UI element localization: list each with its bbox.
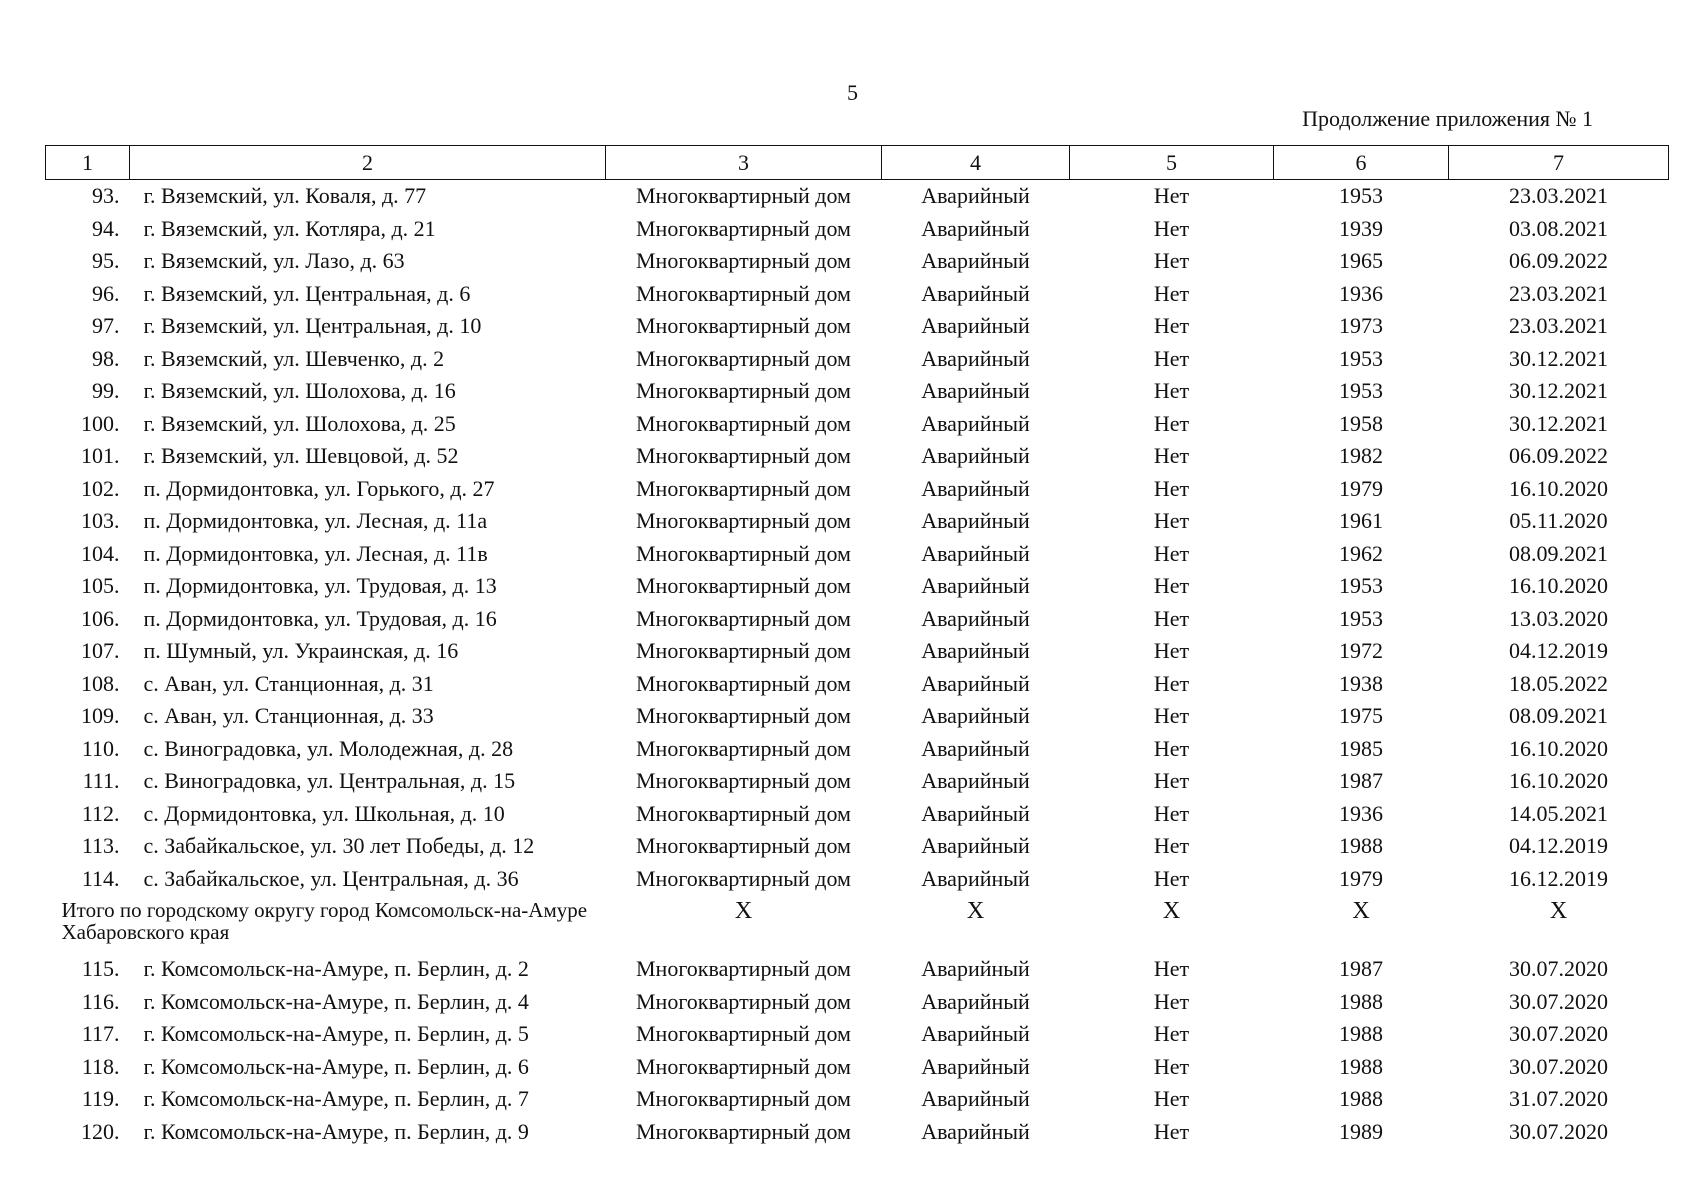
building-type-cell: Многоквартирный дом [636,475,851,501]
emergency-cell: Нет [1153,1053,1190,1079]
emergency-cell: Нет [1153,638,1190,663]
row-number: 99. [92,378,120,403]
building-type-cell: Многоквартирный дом [636,703,851,728]
table-row [46,375,1669,408]
address-cell: г. Комсомольск-на-Амуре, п. Берлин, д. 2 [143,956,529,981]
row-number: 110. [81,735,120,761]
building-type-cell: Многоквартирный дом [636,833,851,858]
date-cell: 18.05.2022 [1509,670,1608,696]
condition-cell: Аварийный [921,183,1030,208]
emergency-cell: Нет [1153,280,1190,306]
condition-cell: Аварийный [921,215,1030,241]
table-row [46,700,1669,733]
address-cell: п. Дормидонтовка, ул. Трудовая, д. 13 [143,573,497,598]
column-header-1: 1 [46,146,130,180]
date-cell: 23.03.2021 [1509,280,1608,306]
table-row [46,1018,1669,1051]
year-cell: 1962 [1339,540,1383,566]
condition-cell: Аварийный [921,345,1030,371]
row-number: 94. [92,215,120,241]
condition-cell: Аварийный [921,280,1030,306]
address-cell: п. Дормидонтовка, ул. Лесная, д. 11в [143,540,488,566]
date-cell: 08.09.2021 [1509,540,1608,566]
year-cell: 1938 [1339,670,1383,696]
year-cell: 1988 [1339,1053,1383,1079]
year-cell: 1979 [1339,865,1383,891]
date-cell: 16.10.2020 [1509,573,1608,598]
building-type-cell: Многоквартирный дом [636,768,851,793]
building-type-cell: Многоквартирный дом [636,215,851,241]
building-type-cell: Многоквартирный дом [636,280,851,306]
condition-cell: Аварийный [921,638,1030,663]
year-cell: 1973 [1339,313,1383,338]
address-cell: с. Виноградовка, ул. Молодежная, д. 28 [143,735,514,761]
emergency-cell: Нет [1153,833,1190,858]
emergency-cell: Нет [1153,865,1190,891]
building-type-cell: Многоквартирный дом [636,638,851,663]
year-cell: 1953 [1339,573,1383,598]
table-body-subtotal [46,895,1669,953]
condition-cell: Аварийный [921,735,1030,761]
date-cell: 14.05.2021 [1509,800,1608,826]
row-number: 107. [81,638,120,663]
year-cell: 1953 [1339,378,1383,403]
row-number: 115. [81,956,120,981]
condition-cell: Аварийный [921,540,1030,566]
row-number: 112. [81,800,120,826]
address-cell: г. Вяземский, ул. Шолохова, д. 16 [143,378,456,403]
condition-cell: Аварийный [921,956,1030,981]
year-cell: 1936 [1339,800,1383,826]
emergency-cell: Нет [1153,605,1190,631]
condition-cell: Аварийный [921,1021,1030,1046]
condition-cell: Аварийный [921,865,1030,891]
subtotal-mark: Х [1352,898,1370,924]
table-row [46,603,1669,636]
table-row [46,343,1669,376]
row-number: 117. [81,1021,120,1046]
table-row [46,570,1669,603]
address-cell: п. Дормидонтовка, ул. Трудовая, д. 16 [143,605,497,631]
table-row [46,505,1669,538]
row-number: 97. [92,313,120,338]
year-cell: 1989 [1339,1118,1383,1144]
emergency-cell: Нет [1153,508,1190,533]
row-number: 120. [81,1118,120,1144]
condition-cell: Аварийный [921,443,1030,468]
row-number: 102. [81,475,120,501]
date-cell: 31.07.2020 [1509,1086,1608,1111]
table-row [46,538,1669,571]
emergency-cell: Нет [1153,988,1190,1014]
emergency-cell: Нет [1153,183,1190,208]
date-cell: 08.09.2021 [1509,703,1608,728]
row-number: 113. [81,833,120,858]
table-body-komsomolsk [46,953,1669,1148]
address-cell: с. Аван, ул. Станционная, д. 31 [143,670,434,696]
address-cell: г. Вяземский, ул. Шевцовой, д. 52 [143,443,459,468]
emergency-cell: Нет [1153,475,1190,501]
building-type-cell: Многоквартирный дом [636,1118,851,1144]
building-type-cell: Многоквартирный дом [636,508,851,533]
year-cell: 1988 [1339,988,1383,1014]
address-cell: г. Вяземский, ул. Шевченко, д. 2 [143,345,445,371]
table-row [46,1116,1669,1149]
table-row [46,1051,1669,1084]
table-row [46,180,1669,213]
condition-cell: Аварийный [921,573,1030,598]
building-type-cell: Многоквартирный дом [636,345,851,371]
table-body-vyazemsky [46,180,1669,896]
address-cell: с. Виноградовка, ул. Центральная, д. 15 [143,768,516,793]
row-number: 93. [92,183,120,208]
row-number: 98. [92,345,120,371]
date-cell: 30.07.2020 [1509,1118,1608,1144]
building-type-cell: Многоквартирный дом [636,410,851,436]
emergency-cell: Нет [1153,443,1190,468]
table-row [46,408,1669,441]
condition-cell: Аварийный [921,1086,1030,1111]
address-cell: с. Дормидонтовка, ул. Школьная, д. 10 [143,800,505,826]
date-cell: 30.07.2020 [1509,1053,1608,1079]
building-type-cell: Многоквартирный дом [636,605,851,631]
row-number: 111. [82,768,120,793]
page-number: 5 [847,80,858,105]
table-row [46,635,1669,668]
table-row [46,1083,1669,1116]
row-number: 104. [81,540,120,566]
table-row [46,953,1669,986]
address-cell: г. Комсомольск-на-Амуре, п. Берлин, д. 7 [143,1086,529,1111]
emergency-cell: Нет [1153,410,1190,436]
address-cell: г. Комсомольск-на-Амуре, п. Берлин, д. 6 [143,1053,529,1079]
subtotal-mark: Х [734,898,753,924]
emergency-cell: Нет [1153,768,1190,793]
address-cell: п. Шумный, ул. Украинская, д. 16 [143,638,459,663]
table-row [46,798,1669,831]
condition-cell: Аварийный [921,475,1030,501]
emergency-cell: Нет [1153,735,1190,761]
building-type-cell: Многоквартирный дом [636,988,851,1014]
emergency-cell: Нет [1153,703,1190,728]
date-cell: 30.07.2020 [1509,988,1608,1014]
address-cell: г. Вяземский, ул. Центральная, д. 10 [143,313,482,338]
date-cell: 16.10.2020 [1509,475,1608,501]
date-cell: 30.07.2020 [1509,1021,1608,1046]
condition-cell: Аварийный [921,703,1030,728]
building-type-cell: Многоквартирный дом [636,443,851,468]
address-cell: г. Вяземский, ул. Лазо, д. 63 [143,248,405,273]
condition-cell: Аварийный [921,410,1030,436]
condition-cell: Аварийный [921,313,1030,338]
building-type-cell: Многоквартирный дом [636,865,851,891]
column-header-3: 3 [606,146,882,180]
date-cell: 13.03.2020 [1509,605,1608,631]
table-row [46,278,1669,311]
date-cell: 06.09.2022 [1509,443,1608,468]
emergency-cell: Нет [1153,573,1190,598]
date-cell: 30.12.2021 [1509,378,1608,403]
column-header-5: 5 [1070,146,1274,180]
year-cell: 1988 [1339,1086,1383,1111]
date-cell: 03.08.2021 [1509,215,1608,241]
table-row [46,668,1669,701]
emergency-cell: Нет [1153,1118,1190,1144]
year-cell: 1953 [1339,183,1383,208]
year-cell: 1961 [1339,508,1383,533]
address-cell: с. Аван, ул. Станционная, д. 33 [143,703,434,728]
table-row [46,863,1669,896]
address-cell: г. Комсомольск-на-Амуре, п. Берлин, д. 9 [143,1118,529,1144]
condition-cell: Аварийный [921,800,1030,826]
address-cell: г. Вяземский, ул. Коваля, д. 77 [143,183,427,208]
year-cell: 1936 [1339,280,1383,306]
row-number: 109. [81,703,120,728]
date-cell: 06.09.2022 [1509,248,1608,273]
row-number: 100. [81,410,120,436]
date-cell: 04.12.2019 [1509,638,1608,663]
year-cell: 1987 [1339,768,1383,793]
emergency-cell: Нет [1153,956,1190,981]
emergency-cell: Нет [1153,345,1190,371]
row-number: 96. [92,280,120,306]
date-cell: 16.10.2020 [1509,768,1608,793]
condition-cell: Аварийный [921,605,1030,631]
subtotal-mark: Х [1549,898,1568,924]
housing-table [45,145,1669,1148]
year-cell: 1965 [1339,248,1383,273]
condition-cell: Аварийный [921,670,1030,696]
date-cell: 05.11.2020 [1509,508,1608,533]
emergency-cell: Нет [1153,540,1190,566]
address-cell: г. Вяземский, ул. Шолохова, д. 25 [143,410,456,436]
subtotal-row [46,895,1669,953]
subtotal-mark: Х [1162,898,1181,924]
column-header-4: 4 [882,146,1070,180]
building-type-cell: Многоквартирный дом [636,573,851,598]
emergency-cell: Нет [1153,313,1190,338]
row-number: 119. [81,1086,120,1111]
row-number: 105. [81,573,120,598]
condition-cell: Аварийный [921,1118,1030,1144]
building-type-cell: Многоквартирный дом [636,183,851,208]
column-header-2: 2 [130,146,606,180]
year-cell: 1939 [1339,215,1383,241]
row-number: 103. [81,508,120,533]
date-cell: 23.03.2021 [1509,183,1608,208]
building-type-cell: Многоквартирный дом [636,800,851,826]
table-row [46,310,1669,343]
emergency-cell: Нет [1153,1021,1190,1046]
table-row [46,440,1669,473]
table-row [46,213,1669,246]
address-cell: г. Комсомольск-на-Амуре, п. Берлин, д. 5 [143,1021,529,1046]
building-type-cell: Многоквартирный дом [636,378,851,403]
year-cell: 1979 [1339,475,1383,501]
address-cell: п. Дормидонтовка, ул. Горького, д. 27 [143,475,495,501]
date-cell: 30.07.2020 [1509,956,1608,981]
table-row [46,733,1669,766]
address-cell: с. Забайкальское, ул. Центральная, д. 36 [143,865,519,891]
building-type-cell: Многоквартирный дом [636,1086,851,1111]
building-type-cell: Многоквартирный дом [636,540,851,566]
year-cell: 1987 [1339,956,1383,981]
condition-cell: Аварийный [921,378,1030,403]
continuation-note: Продолжение приложения № 1 [1302,106,1593,131]
address-cell: п. Дормидонтовка, ул. Лесная, д. 11а [143,508,488,533]
building-type-cell: Многоквартирный дом [636,248,851,273]
year-cell: 1985 [1339,735,1383,761]
address-cell: г. Вяземский, ул. Центральная, д. 6 [143,280,471,306]
emergency-cell: Нет [1153,800,1190,826]
condition-cell: Аварийный [921,988,1030,1014]
year-cell: 1982 [1339,443,1383,468]
address-cell: с. Забайкальское, ул. 30 лет Победы, д. 12 [143,833,535,858]
emergency-cell: Нет [1153,248,1190,273]
building-type-cell: Многоквартирный дом [636,313,851,338]
table-header [46,146,1669,180]
table-row [46,765,1669,798]
building-type-cell: Многоквартирный дом [636,1053,851,1079]
year-cell: 1975 [1339,703,1383,728]
year-cell: 1988 [1339,1021,1383,1046]
date-cell: 30.12.2021 [1509,410,1608,436]
condition-cell: Аварийный [921,248,1030,273]
date-cell: 23.03.2021 [1509,313,1608,338]
header-row [46,146,1669,180]
table-row [46,245,1669,278]
address-cell: г. Вяземский, ул. Котляра, д. 21 [143,215,436,241]
year-cell: 1958 [1339,410,1383,436]
table-row [46,986,1669,1019]
emergency-cell: Нет [1153,215,1190,241]
condition-cell: Аварийный [921,1053,1030,1079]
year-cell: 1953 [1339,605,1383,631]
condition-cell: Аварийный [921,508,1030,533]
building-type-cell: Многоквартирный дом [636,956,851,981]
row-number: 106. [81,605,120,631]
address-cell: г. Комсомольск-на-Амуре, п. Берлин, д. 4 [143,988,529,1014]
row-number: 118. [81,1053,120,1079]
table-row [46,830,1669,863]
date-cell: 16.10.2020 [1509,735,1608,761]
emergency-cell: Нет [1153,1086,1190,1111]
row-number: 114. [81,865,120,891]
subtotal-label: Итого по городскому округу город Комсомольск-на-Амуре Хабаровского края [61,898,588,944]
emergency-cell: Нет [1153,378,1190,403]
table-row [46,473,1669,506]
year-cell: 1953 [1339,345,1383,371]
date-cell: 30.12.2021 [1509,345,1608,371]
building-type-cell: Многоквартирный дом [636,670,851,696]
row-number: 95. [92,248,120,273]
column-header-7: 7 [1449,146,1669,180]
row-number: 101. [81,443,120,468]
date-cell: 16.12.2019 [1509,865,1608,891]
building-type-cell: Многоквартирный дом [636,735,851,761]
condition-cell: Аварийный [921,833,1030,858]
date-cell: 04.12.2019 [1509,833,1608,858]
building-type-cell: Многоквартирный дом [636,1021,851,1046]
column-header-6: 6 [1274,146,1449,180]
condition-cell: Аварийный [921,768,1030,793]
row-number: 116. [81,988,120,1014]
row-number: 108. [81,670,120,696]
emergency-cell: Нет [1153,670,1190,696]
year-cell: 1988 [1339,833,1383,858]
subtotal-mark: Х [966,898,985,924]
year-cell: 1972 [1339,638,1383,663]
